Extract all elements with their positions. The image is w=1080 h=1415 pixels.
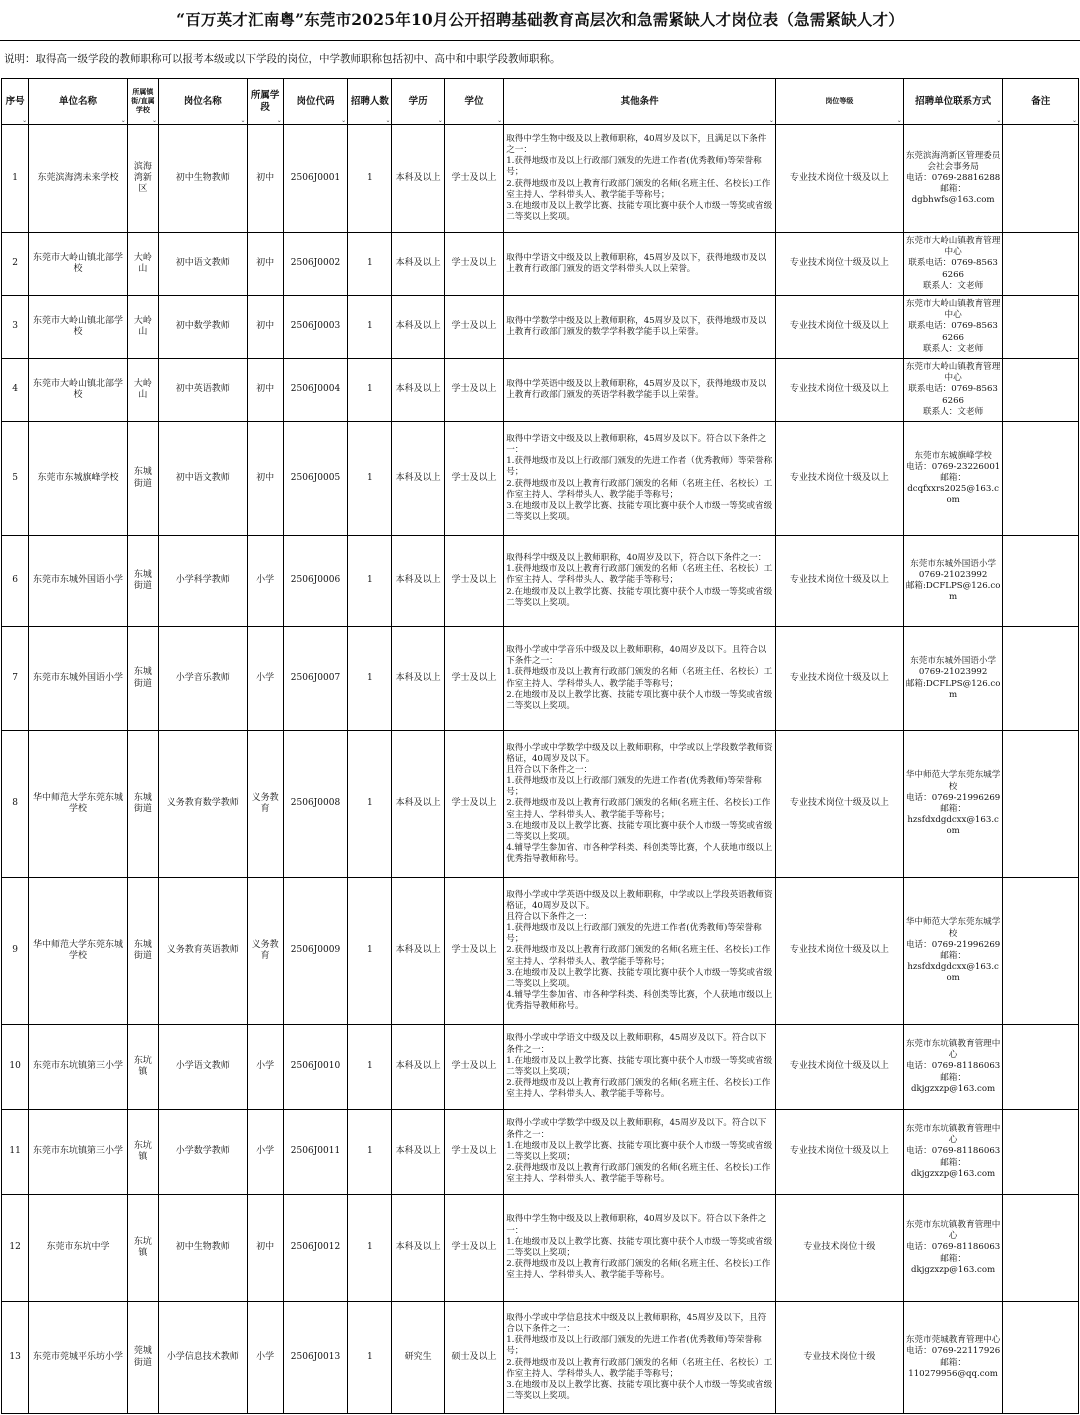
remark-cell: [1003, 1195, 1079, 1302]
header-cell[interactable]: 岗位名称 ⌄: [159, 79, 248, 125]
contact-line: 东莞市东城旗峰学校: [914, 450, 992, 461]
post-level-cell: 专业技术岗位十级及以上: [775, 1110, 903, 1195]
contact-line: 电话：0769-21996269: [905, 939, 1001, 950]
contact-line: 邮箱：: [940, 804, 966, 814]
school-stage-cell: 初中: [247, 296, 283, 359]
table-row: [2, 878, 1079, 1025]
town-name-cell: 东坑镇: [127, 1025, 158, 1110]
post-name-cell: 小学信息技术教师: [159, 1302, 248, 1414]
town-name-cell: 东城街道: [127, 878, 158, 1025]
condition-line: 2.获得地级市及以上教育行政部门颁发的名师(名班主任、名校长)工作室主持人、学科带头人、教学能手等称号；: [506, 798, 771, 820]
condition-line: 取得小学或中学数学中级及以上教师职称，45周岁及以下。符合以下条件之一：: [506, 1118, 767, 1140]
post-code-cell: 2506J0003: [283, 296, 347, 359]
degree-cell: 硕士及以上: [444, 1302, 503, 1414]
conditions-cell: [504, 1025, 776, 1110]
town-name-cell: 东坑镇: [127, 1195, 158, 1302]
contact-cell: [903, 296, 1003, 359]
conditions-cell: [504, 1302, 776, 1414]
table-row: [2, 359, 1079, 422]
remark-cell: [1003, 1302, 1079, 1414]
unit-name-cell: 东莞市大岭山镇北部学校: [29, 233, 128, 296]
post-code-cell: 2506J0011: [283, 1110, 347, 1195]
post-level-cell: 专业技术岗位十级及以上: [775, 296, 903, 359]
contact-line: 联系人：文老师: [923, 280, 984, 291]
post-name-cell: 义务教育英语教师: [159, 878, 248, 1025]
table-row: [2, 1110, 1079, 1195]
header-cell[interactable]: 备注 ⌄: [1003, 79, 1079, 125]
condition-line: 取得小学或中学英语中级及以上教师职称，中学或以上学段英语教师资格证，40周岁及以下。: [506, 889, 773, 911]
town-name-cell: 大岭山: [127, 296, 158, 359]
contact-line: hzsfdxdgdcxx@163.com: [907, 962, 999, 984]
table-row: [2, 233, 1079, 296]
condition-line: 3.在地级市及以上教学比赛、技能专项比赛中获个人市级一等奖或省级二等奖以上奖项。: [506, 1379, 773, 1402]
education-cell: 本科及以上: [392, 422, 444, 536]
contact-line: 东莞市大岭山镇教育管理中心: [905, 299, 1001, 321]
condition-line: 2.获得地级市及以上教育行政部门颁发的名师（名班主任、名校长）工作室主持人、学科带头人、教学能手等称号；: [506, 478, 773, 500]
contact-line: 电话：0769-22117926: [905, 1346, 1001, 1357]
condition-line: 1.在地级市及以上教学比赛、技能专项比赛中获个人市级一等奖或省级二等奖以上奖项；: [506, 1055, 773, 1077]
post-code-cell: 2506J0009: [283, 878, 347, 1025]
condition-line: 2.获得地级市及以上教育行政部门颁发的名师(名班主任、名校长)工作室主持人、学科带头人、教学能手等称号。: [506, 1078, 771, 1100]
degree-cell: 学士及以上: [444, 731, 503, 878]
town-name-cell: 滨海湾新区: [127, 125, 158, 233]
condition-line: 2.获得地级市及以上教育行政部门颁发的名师(名班主任、名校长)工作室主持人、学科带头人、教学能手等称号。: [506, 1163, 771, 1185]
table-header-row: [2, 79, 1079, 125]
unit-name-cell: 东莞市东城旗峰学校: [29, 422, 128, 536]
row-number-cell: 5: [2, 422, 29, 536]
hire-count-cell: 1: [348, 536, 392, 627]
condition-line: 取得科学中级及以上教师职称，40周岁及以下，符合以下条件之一：: [506, 553, 767, 564]
town-name-cell: 东坑镇: [127, 1110, 158, 1195]
header-cell[interactable]: 学历 ⌄: [392, 79, 444, 125]
condition-line: 1.获得地级市及以上教育行政部门颁发的名师（名班主任、名校长）工作室主持人、学科带头人、教学能手等称号；: [506, 667, 773, 689]
post-name-cell: 小学科学教师: [159, 536, 248, 627]
degree-cell: 学士及以上: [444, 422, 503, 536]
contact-line: 东莞市大岭山镇教育管理中心: [905, 362, 1001, 384]
contact-line: dkjgzxzp@163.com: [911, 1264, 996, 1275]
post-name-cell: 义务教育数学教师: [159, 731, 248, 878]
education-cell: 本科及以上: [392, 359, 444, 422]
contact-line: 东莞市东坑镇教育管理中心: [905, 1124, 1001, 1146]
table-row: [2, 536, 1079, 627]
post-code-cell: 2506J0010: [283, 1025, 347, 1110]
degree-cell: 学士及以上: [444, 125, 503, 233]
degree-cell: 学士及以上: [444, 536, 503, 627]
row-number-cell: 6: [2, 536, 29, 627]
row-number-cell: 12: [2, 1195, 29, 1302]
remark-cell: [1003, 422, 1079, 536]
post-code-cell: 2506J0002: [283, 233, 347, 296]
conditions-cell: [504, 359, 776, 422]
contact-line: dkjgzxzp@163.com: [911, 1083, 996, 1094]
remark-cell: [1003, 1110, 1079, 1195]
condition-line: 2.获得地级市及以上教育行政部门颁发的名师(名班主任、名校长)工作室主持人、学科带头人、教学能手等称号。: [506, 1259, 771, 1281]
table-row: [2, 1195, 1079, 1302]
degree-cell: 学士及以上: [444, 1110, 503, 1195]
post-code-cell: 2506J0012: [283, 1195, 347, 1302]
contact-line: hzsfdxdgdcxx@163.com: [907, 815, 999, 837]
school-stage-cell: 小学: [247, 627, 283, 731]
school-stage-cell: 小学: [247, 536, 283, 627]
town-name-cell: 东城街道: [127, 731, 158, 878]
table-row: [2, 731, 1079, 878]
school-stage-cell: 初中: [247, 233, 283, 296]
education-cell: 本科及以上: [392, 125, 444, 233]
table-row: [2, 1025, 1079, 1110]
contact-line: 110279956@qq.com: [908, 1368, 998, 1379]
hire-count-cell: 1: [348, 359, 392, 422]
school-stage-cell: 义务教育: [247, 731, 283, 878]
contact-line: dcqfxxrs2025@163.com: [907, 484, 999, 506]
education-cell: 本科及以上: [392, 878, 444, 1025]
header-cell[interactable]: 其他条件 ⌄: [504, 79, 776, 125]
post-code-cell: 2506J0006: [283, 536, 347, 627]
post-name-cell: 初中生物教师: [159, 1195, 248, 1302]
hire-count-cell: 1: [348, 1302, 392, 1414]
degree-cell: 学士及以上: [444, 1195, 503, 1302]
condition-line: 1.获得地级市及以上行政部门颁发的先进工作者(优秀教师)等荣誉称号；: [506, 776, 762, 798]
page-title: “百万英才汇南粤”东莞市2025年10月公开招聘基础教育高层次和急需紧缺人才岗位表（急需紧缺人才）: [176, 10, 904, 29]
post-name-cell: 小学数学教师: [159, 1110, 248, 1195]
contact-cell: [903, 359, 1003, 422]
header-cell[interactable]: 招聘单位联系方式 ⌄: [903, 79, 1003, 125]
condition-line: 2.在地级市及以上教学比赛、技能专项比赛中获个人市级一等奖或省级二等奖以上奖项。: [506, 689, 773, 711]
remark-cell: [1003, 296, 1079, 359]
table-body: [2, 125, 1079, 1414]
unit-name-cell: 华中师范大学东莞东城学校: [29, 878, 128, 1025]
remark-cell: [1003, 233, 1079, 296]
condition-line: 取得中学语文中级及以上教师职称，45周岁及以下，获得地级市及以上教育行政部门颁发的语文学科带头人以上荣誉。: [506, 252, 767, 274]
condition-line: 1.在地级市及以上教学比赛、技能专项比赛中获个人市级一等奖或省级二等奖以上奖项；: [506, 1140, 773, 1162]
contact-line: 邮箱：: [940, 1072, 966, 1083]
row-number-cell: 8: [2, 731, 29, 878]
school-stage-cell: 初中: [247, 359, 283, 422]
remark-cell: [1003, 359, 1079, 422]
condition-line: 且符合以下条件之一：: [506, 764, 593, 775]
post-name-cell: 初中语文教师: [159, 233, 248, 296]
contact-line: 电话：0769-23226001: [905, 461, 1001, 472]
post-code-cell: 2506J0001: [283, 125, 347, 233]
hire-count-cell: 1: [348, 878, 392, 1025]
contact-line: 东莞市东城外国语小学: [910, 656, 997, 667]
contact-cell: [903, 627, 1003, 731]
contact-line: 电话：0769-81186063: [905, 1242, 1001, 1253]
degree-cell: 学士及以上: [444, 359, 503, 422]
header-cell[interactable]: 学位 ⌄: [444, 79, 503, 125]
education-cell: 本科及以上: [392, 731, 444, 878]
contact-line: 联系电话：0769-85636266: [908, 258, 998, 280]
contact-line: 电话：0769-21996269: [905, 792, 1001, 803]
header-cell[interactable]: 所属镇街/直属学校 ⌄: [127, 79, 158, 125]
remark-cell: [1003, 878, 1079, 1025]
contact-cell: [903, 233, 1003, 296]
degree-cell: 学士及以上: [444, 1025, 503, 1110]
post-level-cell: 专业技术岗位十级及以上: [775, 125, 903, 233]
conditions-cell: [504, 1110, 776, 1195]
education-cell: 本科及以上: [392, 296, 444, 359]
table-row: [2, 422, 1079, 536]
row-number-cell: 11: [2, 1110, 29, 1195]
condition-line: 1.在地级市及以上教学比赛、技能专项比赛中获个人市级一等奖或省级二等奖以上奖项；: [506, 1236, 773, 1258]
contact-line: 东莞市东坑镇教育管理中心: [905, 1039, 1001, 1061]
row-number-cell: 7: [2, 627, 29, 731]
degree-cell: 学士及以上: [444, 233, 503, 296]
condition-line: 取得中学生物中级及以上教师职称，40周岁及以下，且满足以下条件之一：: [506, 133, 767, 155]
education-cell: 本科及以上: [392, 627, 444, 731]
contact-cell: [903, 422, 1003, 536]
remark-cell: [1003, 536, 1079, 627]
school-stage-cell: 初中: [247, 422, 283, 536]
post-level-cell: 专业技术岗位十级及以上: [775, 1025, 903, 1110]
contact-line: 电话：0769-81186063: [905, 1061, 1001, 1072]
table-row: [2, 296, 1079, 359]
remark-cell: [1003, 731, 1079, 878]
post-level-cell: 专业技术岗位十级: [775, 1302, 903, 1414]
conditions-cell: [504, 233, 776, 296]
post-level-cell: 专业技术岗位十级及以上: [775, 627, 903, 731]
header-cell[interactable]: 所属学段 ⌄: [247, 79, 283, 125]
conditions-cell: [504, 422, 776, 536]
condition-line: 取得小学或中学信息技术中级及以上教师职称，45周岁及以下，且符合以下条件之一：: [506, 1312, 767, 1334]
contact-line: 邮箱：: [940, 184, 966, 195]
contact-cell: [903, 1025, 1003, 1110]
contact-line: 0769-21023992: [918, 569, 988, 580]
education-cell: 本科及以上: [392, 1025, 444, 1110]
row-number-cell: 3: [2, 296, 29, 359]
post-level-cell: 专业技术岗位十级及以上: [775, 878, 903, 1025]
unit-name-cell: 东莞市大岭山镇北部学校: [29, 359, 128, 422]
condition-line: 取得小学或中学音乐中级及以上教师职称，40周岁及以下。且符合以下条件之一：: [506, 644, 767, 667]
unit-name-cell: 东莞市东坑镇第三小学: [29, 1025, 128, 1110]
row-number-cell: 4: [2, 359, 29, 422]
post-name-cell: 初中语文教师: [159, 422, 248, 536]
remark-cell: [1003, 627, 1079, 731]
unit-name-cell: 东莞市东城外国语小学: [29, 627, 128, 731]
conditions-cell: [504, 536, 776, 627]
row-number-cell: 9: [2, 878, 29, 1025]
contact-line: 邮箱：: [940, 1253, 966, 1264]
contact-line: 东莞市东城外国语小学: [910, 558, 997, 569]
post-name-cell: 初中数学教师: [159, 296, 248, 359]
condition-line: 3.在地级市及以上教学比赛、技能专项比赛中获个人市级一等奖或省级二等奖以上奖项。: [506, 500, 773, 523]
header-cell[interactable]: 序号 ⌄: [2, 79, 29, 125]
post-level-cell: 专业技术岗位十级及以上: [775, 233, 903, 296]
contact-cell: [903, 1302, 1003, 1414]
contact-line: 邮箱：: [940, 951, 966, 961]
condition-line: 2.获得地级市及以上教育行政部门颁发的名师(名班主任、名校长)工作室主持人、学科带头人、教学能手等称号；: [506, 945, 771, 967]
remark-cell: [1003, 125, 1079, 233]
post-code-cell: 2506J0005: [283, 422, 347, 536]
table-row: [2, 1302, 1079, 1414]
condition-line: 2.获得地级市及以上教育行政部门颁发的名师（名班主任、名校长）工作室主持人、学科带头人、教学能手等称号；: [506, 1357, 773, 1379]
unit-name-cell: 东莞市莞城平乐坊小学: [29, 1302, 128, 1414]
header-cell[interactable]: 岗位代码 ⌄: [283, 79, 347, 125]
conditions-cell: [504, 1195, 776, 1302]
contact-line: 联系人：文老师: [923, 343, 984, 354]
header-cell[interactable]: 单位名称 ⌄: [29, 79, 128, 125]
degree-cell: 学士及以上: [444, 627, 503, 731]
hire-count-cell: 1: [348, 233, 392, 296]
unit-name-cell: 东莞滨海湾未来学校: [29, 125, 128, 233]
hire-count-cell: 1: [348, 422, 392, 536]
row-number-cell: 10: [2, 1025, 29, 1110]
hire-count-cell: 1: [348, 1025, 392, 1110]
unit-name-cell: 东莞市东坑镇第三小学: [29, 1110, 128, 1195]
school-stage-cell: 初中: [247, 125, 283, 233]
row-number-cell: 2: [2, 233, 29, 296]
table-row: [2, 627, 1079, 731]
contact-line: 电话：0769-28816288: [905, 172, 1001, 183]
post-code-cell: 2506J0004: [283, 359, 347, 422]
contact-line: 华中师范大学东莞东城学校: [905, 917, 1001, 939]
condition-line: 取得中学数学中级及以上教师职称，45周岁及以下，获得地级市及以上教育行政部门颁发的数学学科教学能手以上荣誉。: [506, 315, 767, 337]
condition-line: 取得中学语文中级及以上教师职称，45周岁及以下。符合以下条件之一：: [506, 433, 767, 455]
contact-line: 邮箱:DCFLPS@126.com: [905, 581, 1001, 603]
hire-count-cell: 1: [348, 125, 392, 233]
school-stage-cell: 小学: [247, 1025, 283, 1110]
contact-cell: [903, 1110, 1003, 1195]
unit-name-cell: 东莞市东城外国语小学: [29, 536, 128, 627]
post-level-cell: 专业技术岗位十级及以上: [775, 536, 903, 627]
remark-cell: [1003, 1025, 1079, 1110]
conditions-cell: [504, 296, 776, 359]
post-code-cell: 2506J0013: [283, 1302, 347, 1414]
post-level-cell: 专业技术岗位十级: [775, 1195, 903, 1302]
degree-cell: 学士及以上: [444, 878, 503, 1025]
contact-line: dkjgzxzp@163.com: [911, 1168, 996, 1179]
contact-line: 东莞市东坑镇教育管理中心: [905, 1220, 1001, 1242]
post-name-cell: 小学音乐教师: [159, 627, 248, 731]
education-cell: 本科及以上: [392, 233, 444, 296]
contact-line: 东莞市莞城教育管理中心: [905, 1335, 1001, 1346]
condition-line: 取得小学或中学语文中级及以上教师职称，45周岁及以下。符合以下条件之一：: [506, 1033, 767, 1055]
condition-line: 取得中学生物中级及以上教师职称，40周岁及以下。符合以下条件之一：: [506, 1214, 767, 1236]
contact-line: 邮箱：: [940, 472, 966, 483]
contact-line: 电话：0769-81186063: [905, 1146, 1001, 1157]
condition-line: 1.获得地级市及以上行政部门颁发的先进工作者(优秀教师)等荣誉称号；: [506, 156, 762, 178]
condition-line: 3.在地级市及以上教学比赛、技能专项比赛中获个人市级一等奖或省级二等奖以上奖项。: [506, 200, 773, 223]
header-cell[interactable]: 岗位等级 ⌄: [775, 79, 903, 125]
condition-line: 3.在地级市及以上教学比赛、技能专项比赛中获个人市级一等奖或省级二等奖以上奖项。: [506, 820, 773, 842]
conditions-cell: [504, 731, 776, 878]
contact-line: 联系人：文老师: [923, 406, 984, 417]
contact-line: 华中师范大学东莞东城学校: [905, 770, 1001, 792]
post-level-cell: 专业技术岗位十级及以上: [775, 422, 903, 536]
condition-line: 1.获得地级市及以上行政部门颁发的先进工作者(优秀教师)等荣誉称号；: [506, 923, 762, 945]
table-row: [2, 125, 1079, 233]
town-name-cell: 莞城街道: [127, 1302, 158, 1414]
conditions-cell: [504, 627, 776, 731]
row-number-cell: 1: [2, 125, 29, 233]
hire-count-cell: 1: [348, 627, 392, 731]
town-name-cell: 东城街道: [127, 627, 158, 731]
post-level-cell: 专业技术岗位十级及以上: [775, 731, 903, 878]
contact-line: 东莞市大岭山镇教育管理中心: [905, 236, 1001, 258]
condition-line: 且符合以下条件之一：: [506, 911, 593, 922]
row-number-cell: 13: [2, 1302, 29, 1414]
unit-name-cell: 东莞市大岭山镇北部学校: [29, 296, 128, 359]
contact-cell: [903, 125, 1003, 233]
condition-line: 1.获得地级市及以上教育行政部门颁发的名师（名班主任、名校长）工作室主持人、学科带头人、教学能手等称号；: [506, 564, 773, 586]
contact-line: 联系电话：0769-85636266: [908, 384, 998, 406]
positions-table: [1, 78, 1079, 1414]
town-name-cell: 大岭山: [127, 359, 158, 422]
contact-cell: [903, 1195, 1003, 1302]
contact-line: 东莞滨海湾新区管理委员会社会事务局: [905, 150, 1001, 172]
condition-line: 取得小学或中学数学中级及以上教师职称，中学或以上学段数学教师资格证，40周岁及以下。: [506, 742, 773, 764]
school-stage-cell: 小学: [247, 1302, 283, 1414]
hire-count-cell: 1: [348, 296, 392, 359]
school-stage-cell: 小学: [247, 1110, 283, 1195]
conditions-cell: [504, 878, 776, 1025]
hire-count-cell: 1: [348, 731, 392, 878]
condition-line: 4.辅导学生参加省、市各种学科类、科创类等比赛，个人获地市级以上优秀指导教师称号。: [506, 843, 773, 865]
hire-count-cell: 1: [348, 1110, 392, 1195]
condition-line: 3.在地级市及以上教学比赛、技能专项比赛中获个人市级一等奖或省级二等奖以上奖项。: [506, 967, 773, 989]
contact-line: 邮箱：: [940, 1357, 966, 1368]
contact-cell: [903, 731, 1003, 878]
post-name-cell: 小学语文教师: [159, 1025, 248, 1110]
contact-cell: [903, 878, 1003, 1025]
contact-line: 0769-21023992: [918, 667, 988, 678]
header-cell[interactable]: 招聘人数 ⌄: [348, 79, 392, 125]
school-stage-cell: 义务教育: [247, 878, 283, 1025]
post-code-cell: 2506J0007: [283, 627, 347, 731]
unit-name-cell: 华中师范大学东莞东城学校: [29, 731, 128, 878]
post-level-cell: 专业技术岗位十级及以上: [775, 359, 903, 422]
post-name-cell: 初中英语教师: [159, 359, 248, 422]
town-name-cell: 东城街道: [127, 536, 158, 627]
school-stage-cell: 初中: [247, 1195, 283, 1302]
education-cell: 本科及以上: [392, 1110, 444, 1195]
condition-line: 4.辅导学生参加省、市各种学科类、科创类等比赛，个人获地市级以上优秀指导教师称号。: [506, 990, 773, 1012]
conditions-cell: [504, 125, 776, 233]
unit-name-cell: 东莞市东坑中学: [29, 1195, 128, 1302]
contact-line: dgbhwfs@163.com: [911, 195, 995, 206]
town-name-cell: 大岭山: [127, 233, 158, 296]
condition-line: 取得中学英语中级及以上教师职称，45周岁及以下，获得地级市及以上教育行政部门颁发的英语学科教学能手以上荣誉。: [506, 378, 767, 400]
contact-line: 联系电话：0769-85636266: [908, 321, 998, 343]
education-cell: 本科及以上: [392, 1195, 444, 1302]
post-code-cell: 2506J0008: [283, 731, 347, 878]
contact-line: 邮箱:DCFLPS@126.com: [905, 678, 1001, 700]
post-name-cell: 初中生物教师: [159, 125, 248, 233]
condition-line: 2.获得地级市及以上教育行政部门颁发的名师(名班主任、名校长)工作室主持人、学科带头人、教学能手等称号；: [506, 178, 771, 200]
note-text: 说明：取得高一级学段的教师职称可以报考本级或以下学段的岗位，中学教师职称包括初中、高中和中职学段教师职称。: [0, 40, 1080, 77]
education-cell: 研究生: [392, 1302, 444, 1414]
condition-line: 1.获得地级市及以上行政部门颁发的先进工作者（优秀教师）等荣誉称号；: [506, 456, 773, 478]
contact-line: 邮箱：: [940, 1157, 966, 1168]
contact-cell: [903, 536, 1003, 627]
education-cell: 本科及以上: [392, 536, 444, 627]
degree-cell: 学士及以上: [444, 296, 503, 359]
condition-line: 1.获得地级市及以上行政部门颁发的先进工作者(优秀教师)等荣誉称号；: [506, 1335, 762, 1357]
condition-line: 2.在地级市及以上教学比赛、技能专项比赛中获个人市级一等奖或省级二等奖以上奖项。: [506, 586, 773, 608]
town-name-cell: 东城街道: [127, 422, 158, 536]
hire-count-cell: 1: [348, 1195, 392, 1302]
